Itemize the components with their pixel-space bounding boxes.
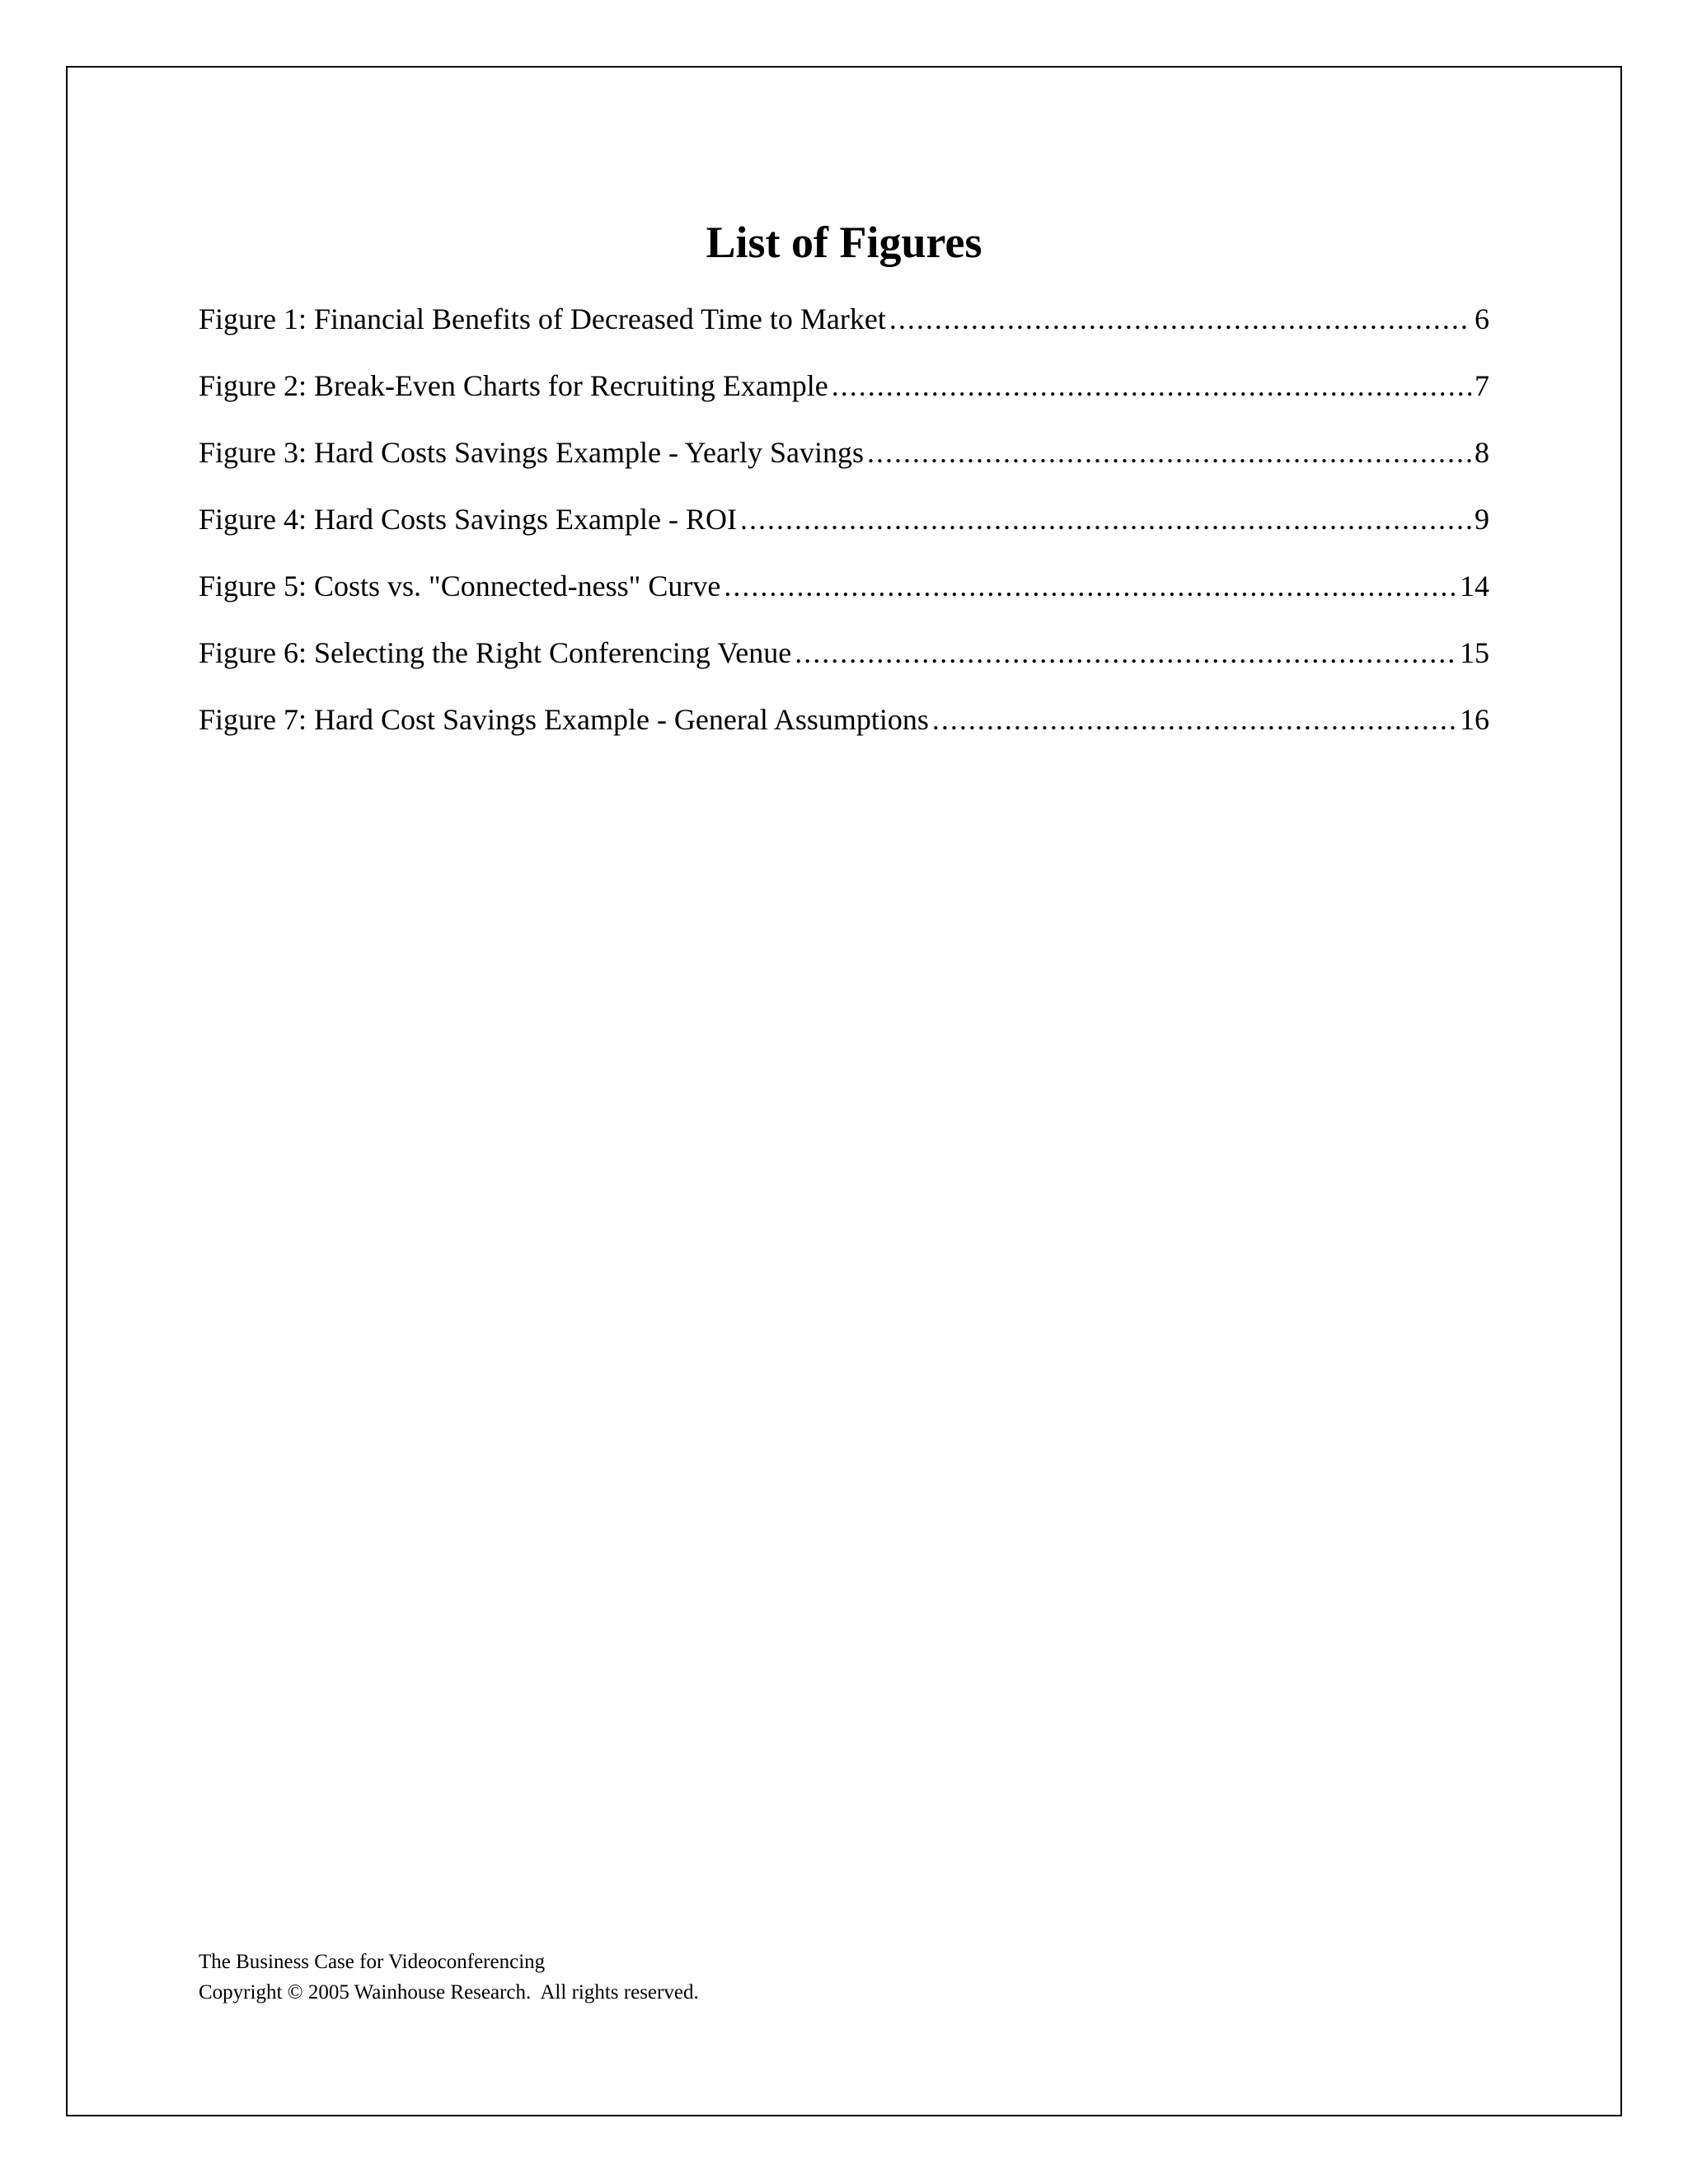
toc-entry-page: 6 xyxy=(1475,302,1489,335)
toc-dot-leader xyxy=(867,431,1471,474)
toc-dot-leader xyxy=(724,565,1456,607)
toc-entry-page: 15 xyxy=(1460,636,1489,669)
toc-entry-page: 16 xyxy=(1460,703,1489,736)
page-title: List of Figures xyxy=(706,218,982,267)
toc-entry-label: Figure 6: Selecting the Right Conferencing Venue xyxy=(199,636,792,669)
toc-entry-page: 8 xyxy=(1475,436,1489,469)
toc-entry-page: 14 xyxy=(1460,569,1489,602)
toc-entry-figure-6[interactable] xyxy=(199,631,1489,698)
toc-entry-figure-7[interactable] xyxy=(199,698,1489,765)
toc-entry-figure-5[interactable] xyxy=(199,565,1489,631)
toc-entry-page: 7 xyxy=(1475,369,1489,402)
toc-dot-leader xyxy=(795,631,1456,674)
footer-copyright: Copyright © 2005 Wainhouse Research. All rights reserved. xyxy=(199,1981,699,2004)
toc-entry-figure-2[interactable] xyxy=(199,364,1489,431)
toc-entry-label: Figure 2: Break-Even Charts for Recruiting Example xyxy=(199,369,828,402)
toc-entry-label: Figure 7: Hard Cost Savings Example - General Assumptions xyxy=(199,703,929,736)
toc-entry-figure-4[interactable] xyxy=(199,498,1489,565)
toc-dot-leader xyxy=(832,364,1471,407)
page-footer xyxy=(199,1947,699,2008)
toc-entry-page: 9 xyxy=(1475,503,1489,536)
toc-dot-leader xyxy=(740,498,1471,541)
toc-entry-label: Figure 4: Hard Costs Savings Example - ROI xyxy=(199,503,737,536)
toc-entry-figure-1[interactable] xyxy=(199,298,1489,364)
footer-document-title: The Business Case for Videoconferencing xyxy=(199,1951,546,1973)
toc-dot-leader xyxy=(889,298,1471,340)
list-of-figures xyxy=(199,298,1489,765)
toc-entry-label: Figure 3: Hard Costs Savings Example - Yearly Savings xyxy=(199,436,864,469)
toc-entry-label: Figure 5: Costs vs. "Connected-ness" Curve xyxy=(199,569,721,602)
toc-dot-leader xyxy=(932,698,1456,741)
toc-entry-label: Figure 1: Financial Benefits of Decreased Time to Market xyxy=(199,302,886,335)
toc-entry-figure-3[interactable] xyxy=(199,431,1489,498)
